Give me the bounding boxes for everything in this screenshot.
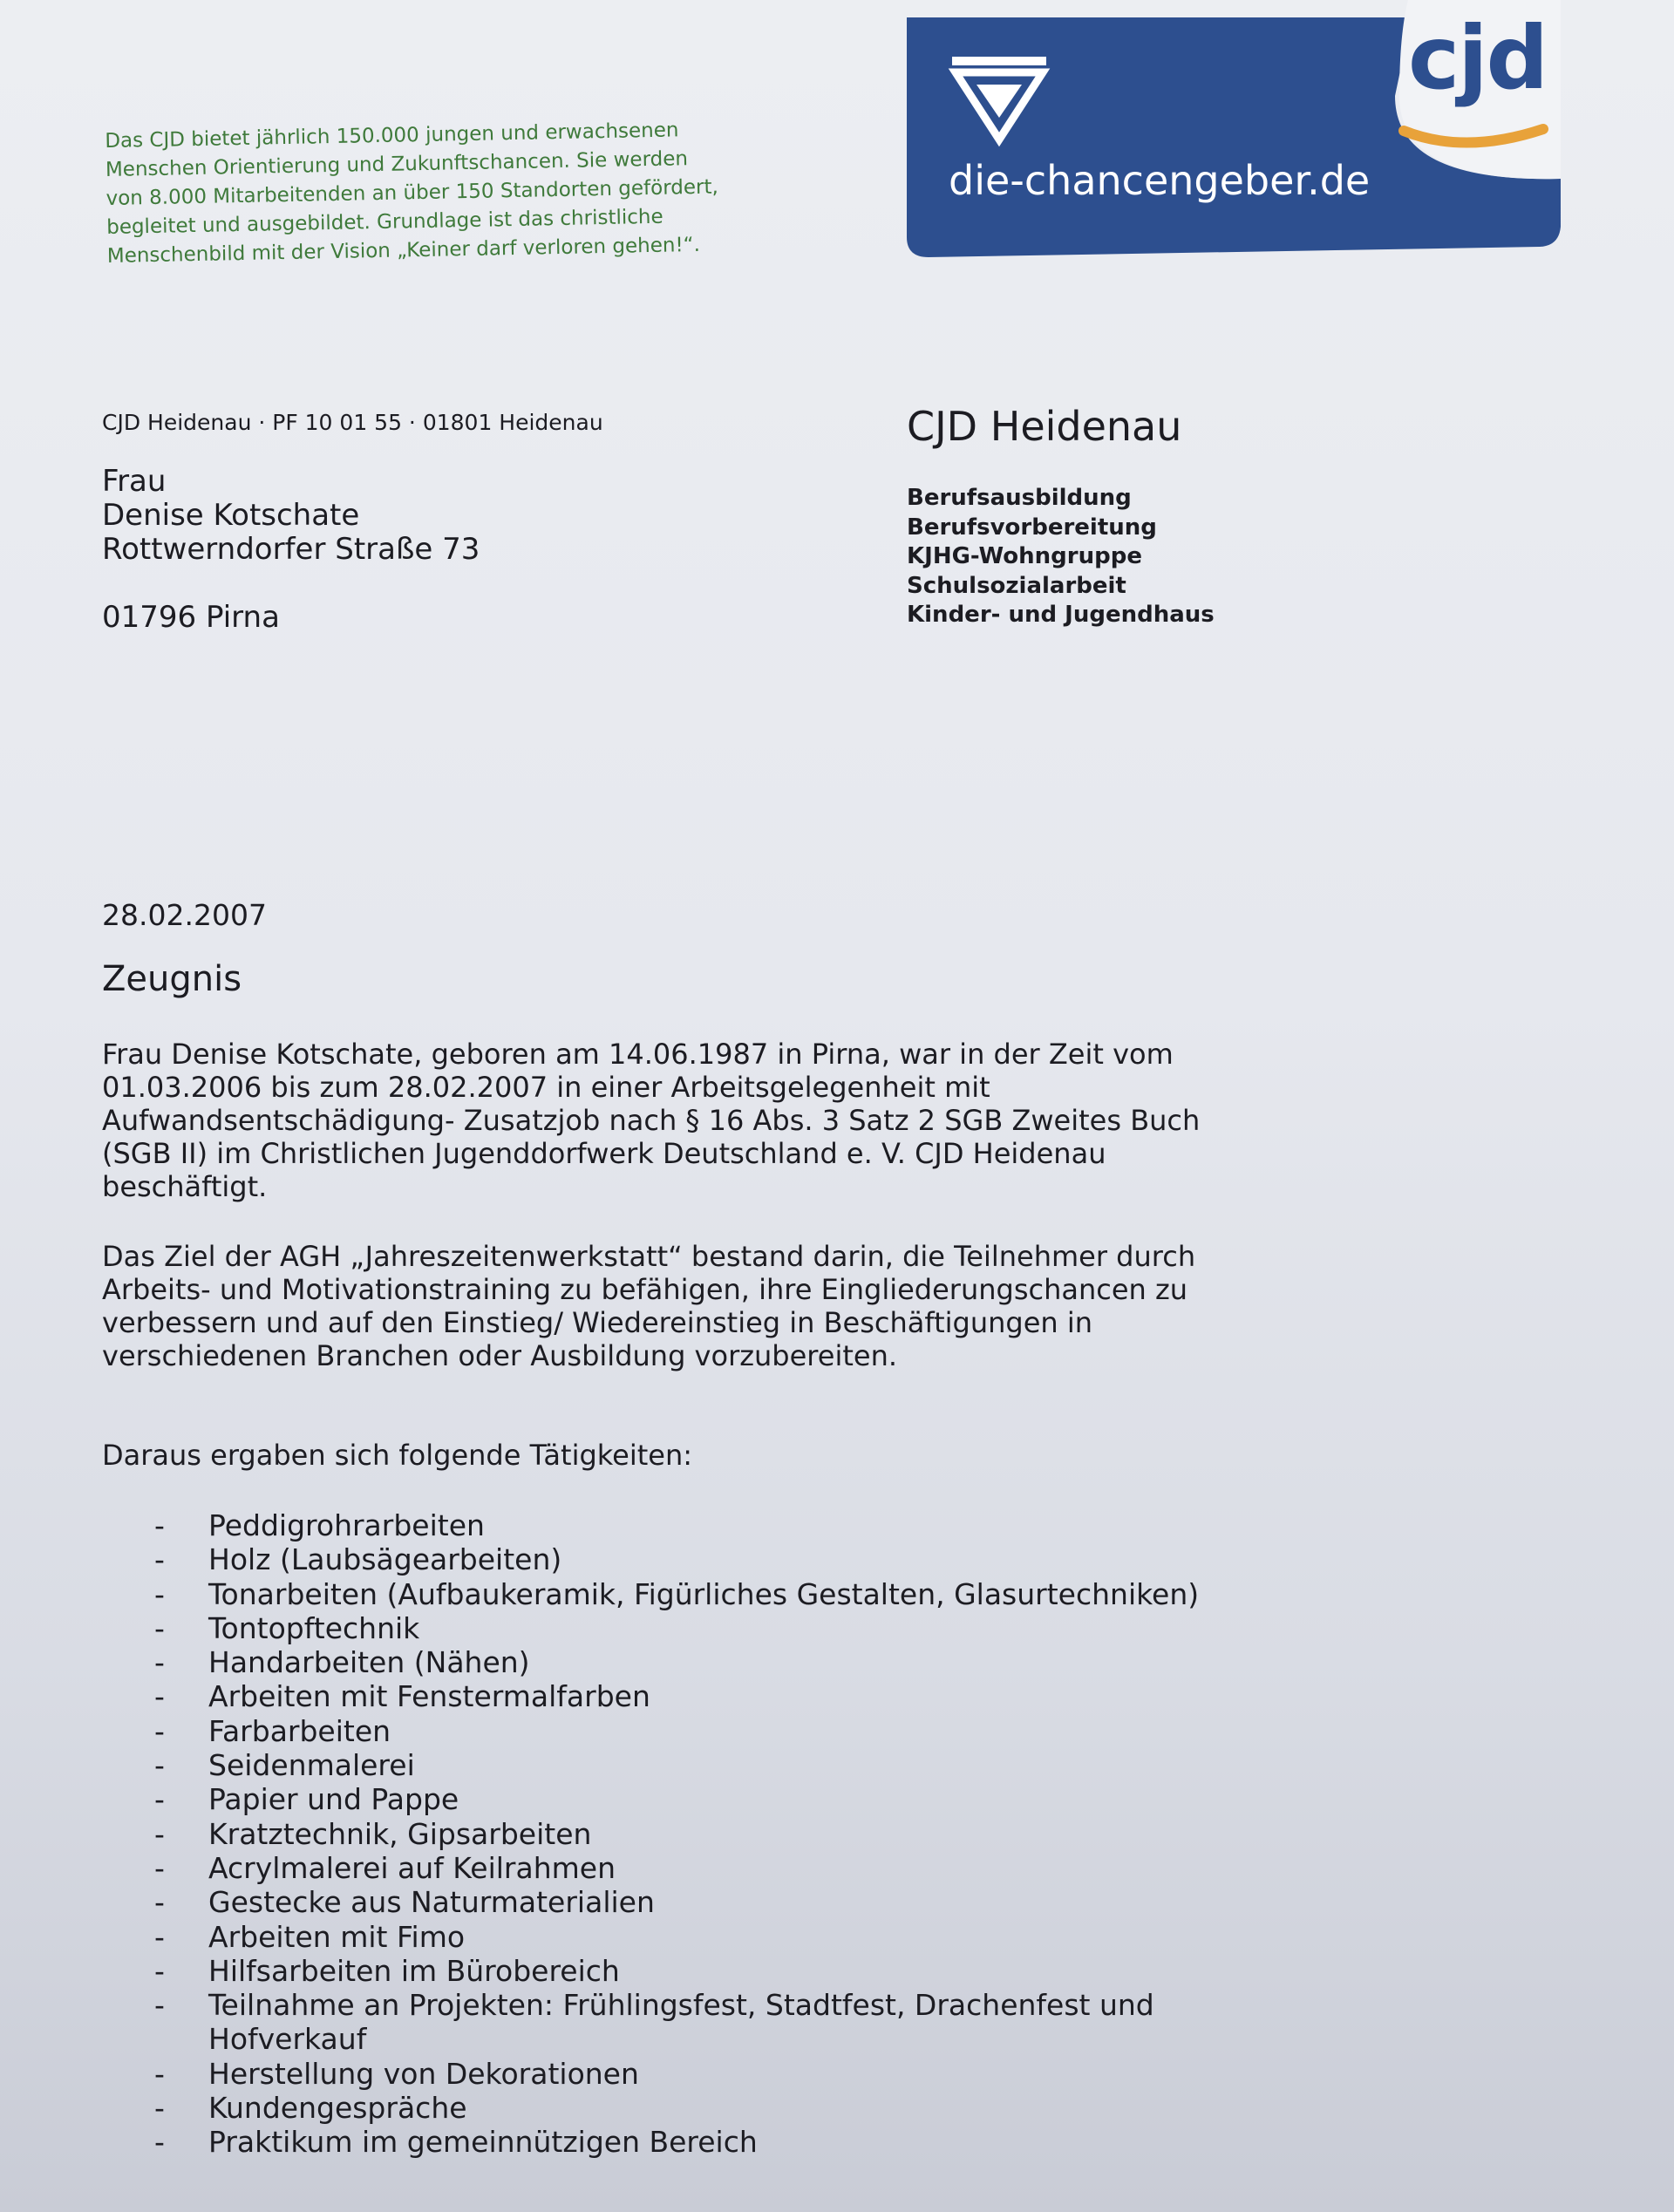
paragraph-line: Frau Denise Kotschate, geboren am 14.06.1987 in Pirna, war in der Zeit vom [102,1038,1174,1071]
intro-line: Menschen Orientierung und Zukunftschancen. Sie werden [105,147,689,181]
task-text: Handarbeiten (Nähen) [208,1645,530,1680]
list-item [102,1782,1199,1816]
list-dash: - [154,2091,165,2126]
task-text: Peddigrohrarbeiten [208,1508,485,1542]
task-text: Hilfsarbeiten im Bürobereich [208,1953,620,1988]
list-item [102,1577,1199,1611]
list-item [102,1851,1199,1885]
department-item: KJHG-Wohngruppe [907,543,1142,569]
paragraph-line: beschäftigt. [102,1170,268,1203]
list-dash: - [154,1713,165,1748]
department-item: Kinder- und Jugendhaus [907,602,1215,628]
paragraph-line: Das Ziel der AGH „Jahreszeitenwerkstatt“ bestand darin, die Teilnehmer durch [102,1240,1196,1273]
list-item [102,1748,1199,1782]
task-text: Acrylmalerei auf Keilrahmen [208,1850,616,1885]
intro-text [105,112,857,270]
task-text: Kundengespräche [208,2091,467,2126]
list-item [102,1508,1199,1542]
paragraph-line: Aufwandsentschädigung- Zusatzjob nach § 16 Abs. 3 Satz 2 SGB Zweites Buch [102,1104,1201,1137]
list-dash: - [154,1988,165,2023]
tasks-intro-text: Daraus ergaben sich folgende Tätigkeiten: [102,1439,693,1472]
list-dash: - [154,1645,165,1680]
list-item [102,1714,1199,1748]
list-dash: - [154,1816,165,1851]
task-text: Seidenmalerei [208,1748,415,1783]
task-text: Gestecke aus Naturmaterialien [208,1885,655,1920]
task-text: Holz (Laubsägearbeiten) [208,1542,562,1577]
list-item [102,1611,1199,1645]
paragraph-employment [102,1038,1200,1203]
tasks-intro [102,1439,692,1472]
cjd-logo-banner [907,0,1561,262]
organization-name: CJD Heidenau [907,403,1182,450]
task-text: Tontopftechnik [208,1610,420,1645]
task-text [208,1988,1154,2057]
logo-url: die-chancengeber.de [949,157,1371,204]
list-dash: - [154,1782,165,1817]
task-text-line: Teilnahme an Projekten: Frühlingsfest, Stadtfest, Drachenfest und [208,1988,1154,2023]
task-text-line: Hofverkauf [208,2022,367,2057]
list-dash: - [154,2056,165,2091]
paragraph-line: verschiedenen Branchen oder Ausbildung vorzubereiten. [102,1339,898,1372]
list-item [102,1954,1199,1988]
task-text: Arbeiten mit Fenstermalfarben [208,1679,650,1714]
list-dash: - [154,1610,165,1645]
list-dash: - [154,1508,165,1542]
paragraph-line: (SGB II) im Christlichen Jugenddorfwerk Deutschland e. V. CJD Heidenau [102,1137,1106,1170]
recipient-salutation: Frau [102,464,167,499]
list-item [102,2091,1199,2125]
intro-line: Das CJD bietet jährlich 150.000 jungen und erwachsenen [105,119,679,153]
list-dash: - [154,1748,165,1783]
intro-line: von 8.000 Mitarbeitenden an über 150 Standorten gefördert, [105,175,719,210]
list-item [102,1645,1199,1679]
intro-line: Menschenbild mit der Vision „Keiner darf verloren gehen!“. [106,233,701,268]
department-item: Berufsausbildung [907,485,1132,511]
paragraph-line: 01.03.2006 bis zum 28.02.2007 in einer Arbeitsgelegenheit mit [102,1071,990,1104]
list-item [102,1920,1199,1954]
list-item [102,1885,1199,1919]
list-dash: - [154,1542,165,1577]
task-text: Arbeiten mit Fimo [208,1919,466,1954]
recipient-street: Rottwerndorfer Straße 73 [102,532,480,567]
task-list [102,1508,1199,2160]
recipient-name: Denise Kotschate [102,498,360,533]
list-dash: - [154,1919,165,1954]
department-item: Berufsvorbereitung [907,514,1157,541]
task-text: Praktikum im gemeinnützigen Bereich [208,2125,758,2160]
department-list [907,484,1215,630]
task-text: Kratztechnik, Gipsarbeiten [208,1816,592,1851]
list-dash: - [154,1679,165,1714]
department-item: Schulsozialarbeit [907,572,1126,599]
list-item [102,1817,1199,1851]
list-item [102,1988,1199,2057]
task-text: Tonarbeiten (Aufbaukeramik, Figürliches Gestalten, Glasurtechniken) [208,1576,1200,1611]
paragraph-line: verbessern und auf den Einstieg/ Wiedereinstieg in Beschäftigungen in [102,1306,1093,1339]
letter-date: 28.02.2007 [102,898,267,932]
list-dash: - [154,2125,165,2160]
list-item [102,1679,1199,1713]
list-item [102,1542,1199,1576]
sender-address-line: CJD Heidenau · PF 10 01 55 · 01801 Heidenau [102,410,603,435]
task-text: Herstellung von Dekorationen [208,2056,639,2091]
letter-subject: Zeugnis [102,959,242,999]
list-dash: - [154,1576,165,1611]
list-dash: - [154,1850,165,1885]
task-text: Farbarbeiten [208,1713,391,1748]
paragraph-goal [102,1240,1195,1372]
list-item [102,2057,1199,2091]
intro-line: begleitet und ausgebildet. Grundlage ist das christliche [105,205,663,239]
task-text: Papier und Pappe [208,1782,459,1817]
list-item [102,2125,1199,2159]
list-dash: - [154,1953,165,1988]
recipient-city: 01796 Pirna [102,600,280,635]
recipient-address [102,465,480,635]
cjd-wordmark: cjd [1408,7,1548,109]
paragraph-line: Arbeits- und Motivationstraining zu befähigen, ihre Eingliederungschancen zu [102,1273,1188,1306]
list-dash: - [154,1885,165,1920]
